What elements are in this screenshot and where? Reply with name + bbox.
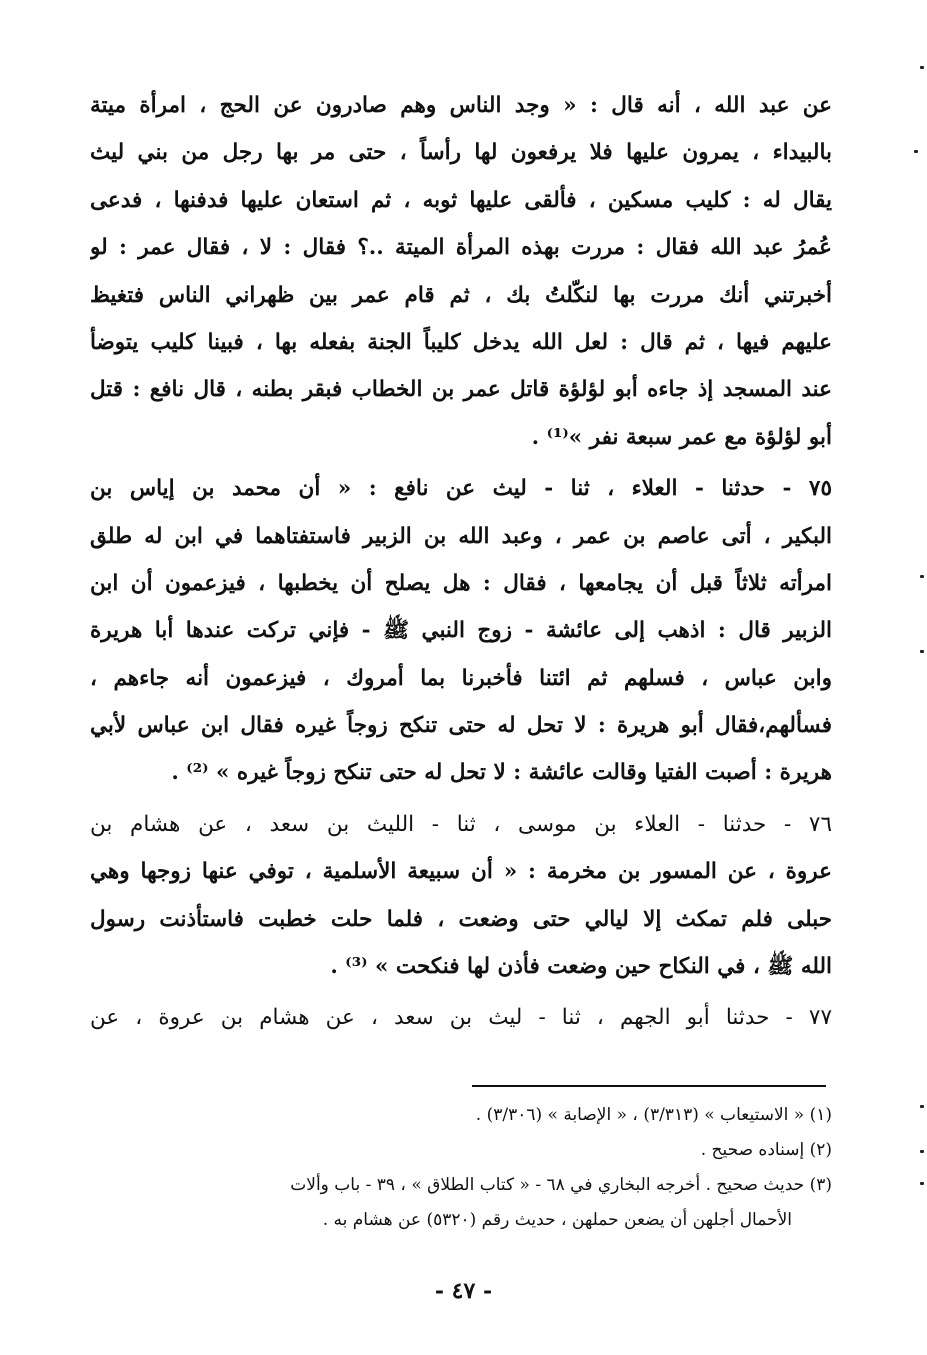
scan-speck bbox=[920, 1105, 924, 1108]
scan-speck bbox=[920, 650, 924, 653]
text-line: فسألهم،فقال أبو هريرة : لا تحل له حتى تنكح زوجاً غيره فقال ابن عباس لأبي bbox=[90, 713, 832, 739]
text-line: يقال له : كليب مسكين ، فألقى عليها ثوبه ، ثم استعان عليها فدفنها ، فدعى bbox=[90, 187, 832, 213]
text-line: بالبيداء ، يمرون عليها فلا يرفعون لها رأساً ، حتى مر بها رجل من بني ليث bbox=[90, 140, 832, 166]
main-text bbox=[90, 82, 832, 1042]
footnote: (٢) إسناده صحيح . bbox=[700, 1140, 832, 1160]
scan-speck bbox=[920, 66, 924, 69]
page-number: - ٤٧ - bbox=[434, 1278, 493, 1304]
text-line: وابن عباس ، فسلهم ثم ائتنا فأخبرنا بما أمروك ، فيزعمون أنه جاءهم ، bbox=[90, 665, 832, 691]
text-line: عن عبد الله ، أنه قال : « وجد الناس وهم صادرون عن الحج ، امرأة ميتة bbox=[90, 93, 832, 118]
footnotes bbox=[90, 1098, 832, 1238]
scan-speck bbox=[920, 1150, 924, 1153]
text-line: ٧٧ - حدثنا أبو الجهم ، ثنا - ليث بن سعد ، عن هشام بن عروة ، عن bbox=[90, 1005, 832, 1031]
footnote-continuation: الأحمال أجلهن أن يضعن حملهن ، حديث رقم (٥٣٢٠) عن هشام به . bbox=[322, 1210, 792, 1230]
text-line: أبو لؤلؤة مع عمر سبعة نفر »⁽¹⁾ . bbox=[531, 424, 832, 450]
text-line: أخبرتني أنك مررت بها لنكّلتُ بك ، ثم قام عمر بين ظهراني الناس فتغيظ bbox=[90, 282, 832, 308]
footnote: (٣) حديث صحيح . أخرجه البخاري في ٦٨ - « كتاب الطلاق » ، ٣٩ - باب وألات bbox=[290, 1175, 832, 1195]
scan-speck bbox=[914, 150, 918, 153]
text-line: الله ﷺ ، في النكاح حين وضعت فأذن لها فنكحت » ⁽³⁾ . bbox=[330, 954, 832, 980]
text-line: امرأته ثلاثاً قبل أن يجامعها ، فقال : هل يصلح أن يخطبها ، فيزعمون أن ابن bbox=[90, 570, 832, 596]
text-line: حبلى فلم تمكث إلا ليالي حتى وضعت ، فلما حلت خطبت فاستأذنت رسول bbox=[90, 906, 832, 932]
text-line: الزبير قال : اذهب إلى عائشة - زوج النبي ﷺ - فإني تركت عندها أبا هريرة bbox=[90, 618, 832, 644]
scan-speck bbox=[920, 1182, 924, 1185]
text-line: عند المسجد إذ جاءه أبو لؤلؤة قاتل عمر بن الخطاب فبقر بطنه ، قال نافع : قتل bbox=[90, 377, 832, 403]
text-line: عليهم فيها ، ثم قال : لعل الله يدخل كليباً الجنة بفعله بها ، فبينا كليب يتوضأ bbox=[90, 329, 832, 355]
text-line: البكير ، أتى عاصم بن عمر ، وعبد الله بن الزبير فاستفتاهما في ابن له طلق bbox=[90, 523, 832, 549]
text-line: ٧٦ - حدثنا - العلاء بن موسى ، ثنا - الليث بن سعد ، عن هشام بن bbox=[90, 811, 832, 837]
footnote: (١) « الاستيعاب » (٣/٣١٣) ، « الإصابة » (٣/٣٠٦) . bbox=[475, 1105, 832, 1125]
text-line: هريرة : أصبت الفتيا وقالت عائشة : لا تحل له حتى تنكح زوجاً غيره » ⁽²⁾ . bbox=[171, 760, 832, 786]
text-line: عُمرُ عبد الله فقال : مررت بهذه المرأة الميتة ..؟ فقال : لا ، فقال عمر : لو bbox=[90, 235, 832, 261]
footnote-separator bbox=[472, 1085, 826, 1087]
scan-speck bbox=[920, 575, 924, 578]
text-line: عروة ، عن المسور بن مخرمة : « أن سبيعة الأسلمية ، توفي عنها زوجها وهي bbox=[90, 859, 832, 885]
text-line: ٧٥ - حدثنا - العلاء ، ثنا - ليث عن نافع : « أن محمد بن إياس بن bbox=[90, 476, 832, 502]
